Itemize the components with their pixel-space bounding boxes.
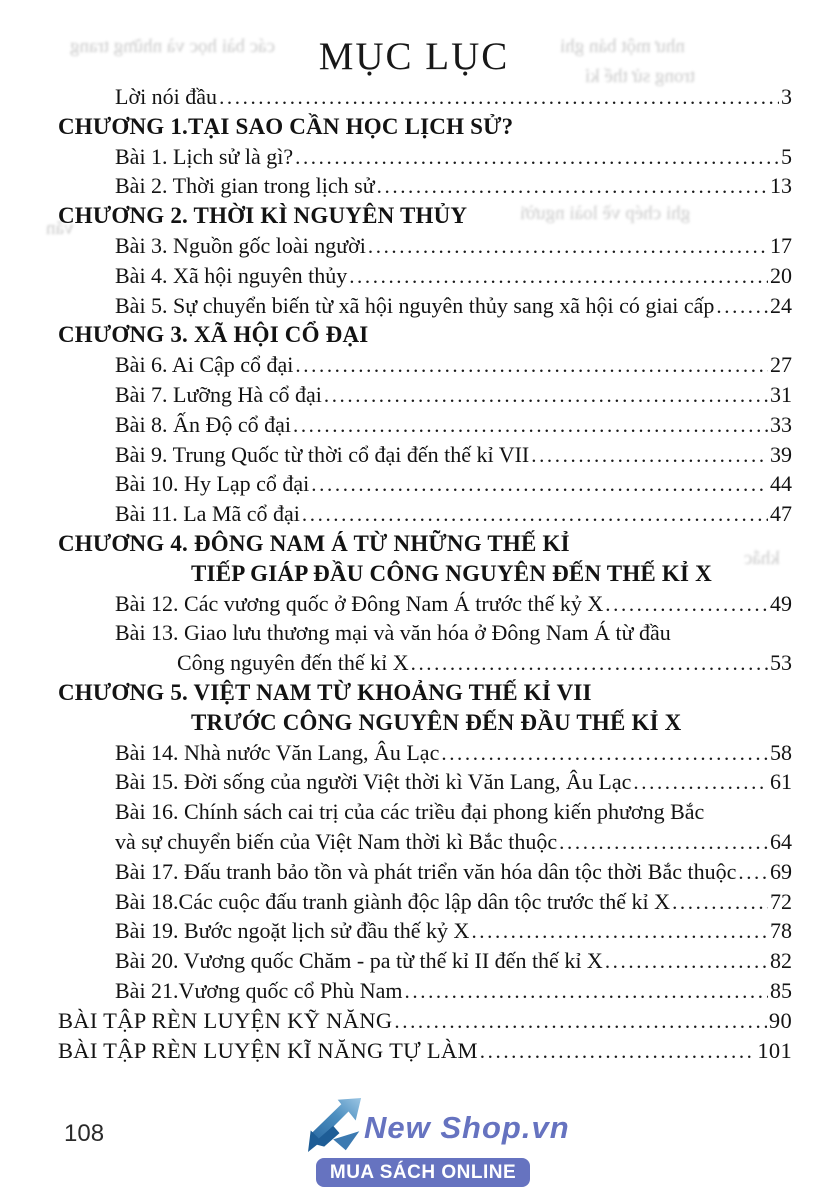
toc-chapter-label: CHƯƠNG 4. ĐÔNG NAM Á TỪ NHỮNG THẾ KỈ bbox=[58, 530, 570, 556]
dot-leader bbox=[377, 171, 768, 202]
bleedthrough-artifact: trong sử thế kỉ bbox=[585, 66, 696, 87]
toc-entry bbox=[58, 946, 792, 976]
toc-entry bbox=[58, 171, 792, 201]
dot-leader bbox=[480, 1036, 756, 1067]
dot-leader bbox=[559, 827, 768, 858]
toc-entry-page: 82 bbox=[770, 948, 792, 974]
dot-leader bbox=[738, 857, 768, 888]
dot-leader bbox=[368, 231, 768, 262]
toc-entry-page: 58 bbox=[770, 739, 792, 765]
toc-chapter-heading bbox=[58, 678, 792, 708]
toc-entry-label: BÀI TẬP RÈN LUYỆN KỸ NĂNG bbox=[58, 1007, 393, 1033]
toc-entry-label: Bài 13. Giao lưu thương mại và văn hóa ở Đông Nam Á từ đầu bbox=[115, 620, 671, 646]
toc-entry-page: 39 bbox=[770, 441, 792, 467]
toc-entry-label: Bài 18.Các cuộc đấu tranh giành độc lập dân tộc trước thế kỉ X bbox=[115, 888, 671, 914]
toc-entry-page: 5 bbox=[781, 143, 792, 169]
toc-entry-page: 64 bbox=[770, 828, 792, 854]
toc-entry-label: Bài 5. Sự chuyển biến từ xã hội nguyên thủy sang xã hội có giai cấp bbox=[115, 292, 715, 318]
dot-leader bbox=[405, 976, 768, 1007]
dot-leader bbox=[672, 887, 768, 918]
toc-entry bbox=[58, 738, 792, 768]
toc-entry-page: 31 bbox=[770, 381, 792, 407]
toc-entry-label: Bài 20. Vương quốc Chăm - pa từ thế kỉ II đến thế kỉ X bbox=[115, 948, 603, 974]
toc-entry-page: 27 bbox=[770, 352, 792, 378]
toc-entry-label: Lời nói đầu bbox=[115, 84, 218, 109]
toc-entry-page: 101 bbox=[757, 1037, 792, 1063]
toc-chapter-label: CHƯƠNG 2. THỜI KÌ NGUYÊN THỦY bbox=[58, 203, 468, 229]
toc-entry-label: Bài 2. Thời gian trong lịch sử bbox=[115, 173, 375, 199]
toc-entry-page: 44 bbox=[770, 471, 792, 497]
bleedthrough-artifact: khắc bbox=[744, 548, 780, 569]
toc-chapter-heading bbox=[58, 112, 792, 142]
toc-chapter-heading bbox=[58, 529, 792, 559]
newshop-logo bbox=[308, 1096, 588, 1187]
dot-leader bbox=[349, 261, 768, 292]
mua-sach-online-banner bbox=[316, 1158, 530, 1187]
toc-entry-page: 72 bbox=[770, 888, 792, 914]
toc-entry bbox=[58, 916, 792, 946]
toc-entry-page: 61 bbox=[770, 769, 792, 795]
toc-chapter-label: CHƯƠNG 1.TẠI SAO CẦN HỌC LỊCH SỬ? bbox=[58, 113, 514, 139]
dot-leader bbox=[394, 1006, 767, 1037]
bleedthrough-artifact: các bài học và những trang bbox=[70, 36, 275, 57]
toc-entry bbox=[58, 648, 792, 678]
toc-entry-label: Bài 17. Đấu tranh bảo tồn và phát triển văn hóa dân tộc thời Bắc thuộc bbox=[115, 858, 737, 884]
toc-entry bbox=[58, 142, 792, 172]
toc-entry-label: Bài 4. Xã hội nguyên thủy bbox=[115, 262, 348, 288]
toc-entry-page: 17 bbox=[770, 232, 792, 258]
toc-chapter-label: CHƯƠNG 3. XÃ HỘI CỔ ĐẠI bbox=[58, 322, 369, 348]
toc-chapter-label: TRƯỚC CÔNG NGUYÊN ĐẾN ĐẦU THẾ KỈ X bbox=[191, 709, 682, 735]
toc-entry bbox=[58, 589, 792, 619]
dot-leader bbox=[302, 499, 768, 530]
dot-leader bbox=[633, 767, 768, 798]
toc-entry bbox=[58, 380, 792, 410]
toc-entry-label: Bài 6. Ai Cập cổ đại bbox=[115, 352, 294, 378]
toc-entry-label: Bài 8. Ấn Độ cổ đại bbox=[115, 411, 291, 437]
toc-entry bbox=[58, 440, 792, 470]
toc-entry bbox=[58, 499, 792, 529]
crossed-arrows-icon bbox=[308, 1096, 362, 1154]
toc-entry bbox=[58, 976, 792, 1006]
dot-leader bbox=[471, 916, 768, 947]
dot-leader bbox=[324, 380, 768, 411]
toc-entry bbox=[58, 1036, 792, 1066]
dot-leader bbox=[219, 82, 779, 113]
toc-entry-label: Bài 3. Nguồn gốc loài người bbox=[115, 232, 366, 258]
toc-entry bbox=[58, 857, 792, 887]
toc-entry-page: 85 bbox=[770, 977, 792, 1003]
dot-leader bbox=[441, 738, 768, 769]
toc-entry-label: Bài 12. Các vương quốc ở Đông Nam Á trước thế kỷ X bbox=[115, 590, 604, 616]
toc-entry-label: Bài 19. Bước ngoặt lịch sử đầu thế kỷ X bbox=[115, 918, 470, 944]
toc-entry bbox=[58, 261, 792, 291]
toc-chapter-heading bbox=[58, 559, 792, 589]
toc-entry-page: 33 bbox=[770, 411, 792, 437]
dot-leader bbox=[531, 440, 768, 471]
toc-chapter-label: TIẾP GIÁP ĐẦU CÔNG NGUYÊN ĐẾN THẾ KỈ X bbox=[191, 560, 712, 586]
bleedthrough-artifact: văn bbox=[46, 218, 74, 239]
toc-entry-page: 69 bbox=[770, 858, 792, 884]
dot-leader bbox=[605, 589, 768, 620]
toc-entry bbox=[58, 618, 792, 648]
dot-leader bbox=[605, 946, 768, 977]
dot-leader bbox=[295, 142, 779, 173]
toc-entry-page: 13 bbox=[770, 173, 792, 199]
toc-chapter-heading bbox=[58, 201, 792, 231]
toc-entry-label: Bài 15. Đời sống của người Việt thời kì Văn Lang, Âu Lạc bbox=[115, 769, 632, 795]
toc-entry-page: 20 bbox=[770, 262, 792, 288]
toc-entry-page: 49 bbox=[770, 590, 792, 616]
page-number: 108 bbox=[64, 1120, 105, 1147]
toc-chapter-label: CHƯƠNG 5. VIỆT NAM TỪ KHOẢNG THẾ KỈ VII bbox=[58, 679, 592, 705]
brand-text: New Shop.vn bbox=[364, 1110, 570, 1145]
toc-chapter-heading bbox=[58, 320, 792, 350]
toc-entry bbox=[58, 797, 792, 827]
bleedthrough-artifact: như một bản ghi bbox=[560, 36, 685, 57]
toc-entry-page: 90 bbox=[768, 1007, 792, 1033]
toc-chapter-heading bbox=[58, 708, 792, 738]
dot-leader bbox=[311, 469, 768, 500]
logo-top-row bbox=[308, 1096, 588, 1154]
toc-entry-label: và sự chuyển biến của Việt Nam thời kì Bắc thuộc bbox=[115, 828, 558, 854]
toc-entry bbox=[58, 767, 792, 797]
toc-entry-page: 78 bbox=[770, 918, 792, 944]
toc-entry-page: 3 bbox=[781, 84, 792, 109]
toc-entry bbox=[58, 887, 792, 917]
toc-entry-label: BÀI TẬP RÈN LUYỆN KĨ NĂNG TỰ LÀM bbox=[58, 1037, 478, 1063]
toc-entry bbox=[58, 350, 792, 380]
toc-entry bbox=[58, 231, 792, 261]
toc-entry-label: Bài 14. Nhà nước Văn Lang, Âu Lạc bbox=[115, 739, 440, 765]
dot-leader bbox=[716, 291, 768, 322]
toc-entry-page: 53 bbox=[770, 650, 792, 676]
toc-entry bbox=[58, 1006, 792, 1036]
toc-entry-page: 24 bbox=[770, 292, 792, 318]
dot-leader bbox=[411, 648, 768, 679]
toc-entry bbox=[58, 469, 792, 499]
toc-entry-label: Bài 21.Vương quốc cổ Phù Nam bbox=[115, 977, 403, 1003]
toc-entry-label: Bài 16. Chính sách cai trị của các triều đại phong kiến phương Bắc bbox=[115, 799, 705, 825]
bleedthrough-artifact: ghi chép về loài người bbox=[520, 203, 691, 224]
toc-entry-label: Bài 9. Trung Quốc từ thời cổ đại đến thế kỉ VII bbox=[115, 441, 530, 467]
toc-list bbox=[58, 82, 792, 1065]
dot-leader bbox=[293, 410, 768, 441]
toc-entry-page: 47 bbox=[770, 501, 792, 527]
toc-entry bbox=[58, 291, 792, 321]
banner-label: MUA SÁCH ONLINE bbox=[329, 1161, 517, 1183]
toc-entry-label: Bài 1. Lịch sử là gì? bbox=[115, 143, 294, 169]
toc-entry-label: Bài 11. La Mã cổ đại bbox=[115, 501, 300, 527]
toc-entry-label: Công nguyên đến thế kỉ X bbox=[177, 650, 409, 676]
toc-entry bbox=[58, 82, 792, 112]
toc-entry-label: Bài 10. Hy Lạp cổ đại bbox=[115, 471, 310, 497]
toc-entry-label: Bài 7. Lưỡng Hà cổ đại bbox=[115, 381, 322, 407]
dot-leader bbox=[295, 350, 768, 381]
toc-entry bbox=[58, 410, 792, 440]
page-title: MỤC LỤC bbox=[318, 35, 510, 78]
toc-entry bbox=[58, 827, 792, 857]
